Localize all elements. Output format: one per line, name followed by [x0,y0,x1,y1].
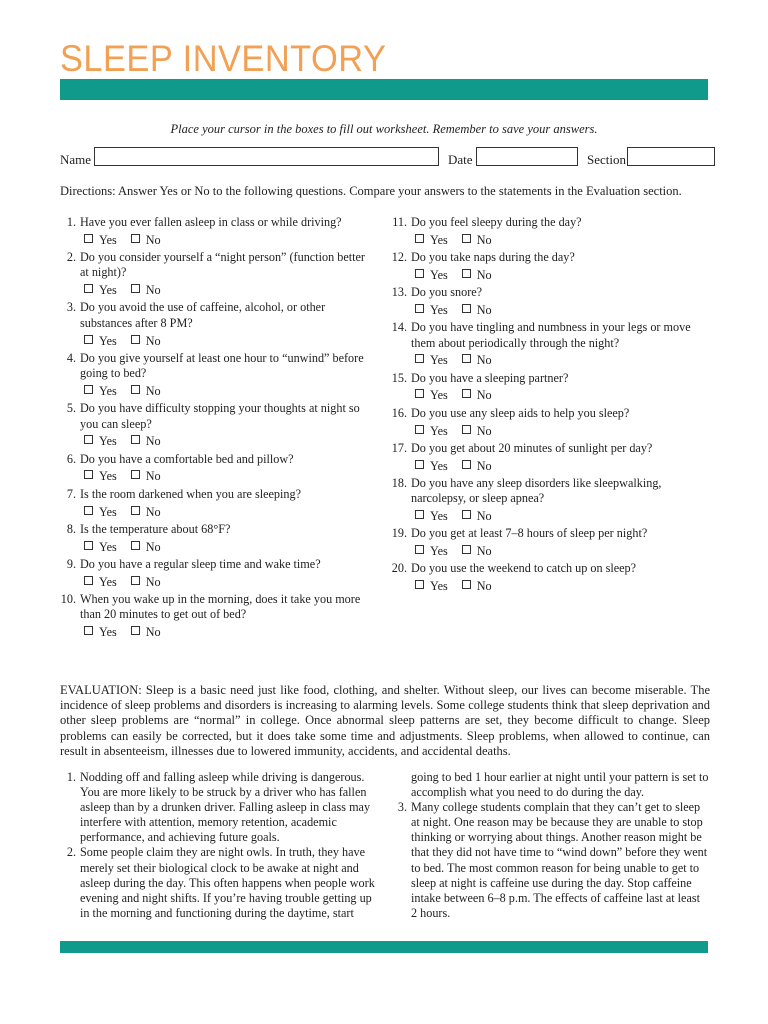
checkbox-icon[interactable] [462,545,471,554]
answer-yes-label: Yes [99,283,117,298]
evaluation-item-number: 2. [66,845,76,860]
answer-yes-label: Yes [99,574,117,589]
answer-no-option[interactable] [131,469,161,484]
evaluation-item-text: Many college students complain that they can’t get to sleep at night. One reason may be because they are unable to stop thinking or worrying about things. Another reason might be that they did not have time to “wind down” before they went to bed. The most common reason for being unable to get to sleep at night is caffeine use during the day. Stop caffeine intake between 6–8 p.m. The effects of caffeine last at least 2 hours. [411,800,708,920]
answer-options [84,505,370,520]
answer-options [84,384,370,399]
question-number: 8. [66,521,76,536]
question-text: Do you get about 20 minutes of sunlight per day? [411,440,653,455]
answer-no-label: No [476,509,492,524]
question-number: 14. [391,320,407,335]
question-item [391,406,709,439]
question-number: 12. [391,250,407,265]
answer-no-label: No [476,267,492,282]
answer-options [84,540,370,555]
answer-no-label: No [145,283,161,298]
date-input[interactable] [476,147,578,166]
answer-options [84,575,370,590]
answer-yes-option[interactable] [84,334,117,349]
top-accent-bar [60,79,708,100]
checkbox-icon[interactable] [131,385,140,394]
answer-no-label: No [476,579,492,594]
answer-no-option[interactable] [131,384,161,399]
question-text: Do you have a sleeping partner? [411,370,569,385]
answer-no-option[interactable] [462,233,492,248]
answer-no-option[interactable] [462,579,492,594]
question-number: 11. [392,215,407,229]
checkbox-icon[interactable] [131,470,140,479]
answer-yes-option[interactable] [415,459,448,474]
answer-no-option[interactable] [131,233,161,248]
question-item [391,561,709,594]
question-number: 3. [66,300,76,315]
answer-no-option[interactable] [462,303,492,318]
checkbox-icon[interactable] [84,385,93,394]
questions-right-column [391,215,709,597]
answer-yes-label: Yes [430,458,448,473]
checkbox-icon[interactable] [131,284,140,293]
question-item [60,452,370,485]
answer-no-label: No [476,302,492,317]
checkbox-icon[interactable] [462,354,471,363]
question-text: When you wake up in the morning, does it take you more than 20 minutes to get out of bed? [80,592,361,622]
answer-options [84,334,370,349]
question-item [60,300,370,348]
name-label: Name [60,152,92,167]
checkbox-icon[interactable] [462,580,471,589]
answer-no-option[interactable] [131,283,161,298]
page-title: SLEEP INVENTORY [60,38,387,79]
answer-options [415,424,709,439]
answer-options [415,544,709,559]
question-item [60,557,370,590]
question-text: Do you use the weekend to catch up on sleep? [411,561,637,576]
question-item [391,320,709,368]
answer-no-label: No [476,544,492,559]
answer-options [415,388,709,403]
answer-no-option[interactable] [131,505,161,520]
question-text: Do you have any sleep disorders like sleepwalking, narcolepsy, or sleep apnea? [411,475,662,506]
question-number: 6. [66,451,76,466]
answer-yes-label: Yes [430,423,448,438]
question-text: Have you ever fallen asleep in class or while driving? [80,215,342,229]
answer-no-option[interactable] [131,625,161,640]
question-item [60,250,370,298]
question-item [391,285,709,318]
evaluation-item-number: 3. [397,800,407,815]
answer-yes-label: Yes [430,509,448,524]
bottom-accent-bar [60,941,708,953]
answer-no-label: No [476,388,492,403]
checkbox-icon[interactable] [415,425,424,434]
answer-options [84,283,370,298]
question-item [391,215,709,248]
answer-yes-label: Yes [99,539,117,554]
answer-yes-option[interactable] [415,268,448,283]
question-item [60,487,370,520]
answer-options [415,268,709,283]
checkbox-icon[interactable] [415,354,424,363]
checkbox-icon[interactable] [462,304,471,313]
answer-yes-option[interactable] [84,283,117,298]
answer-no-label: No [145,574,161,589]
answer-no-label: No [145,383,161,398]
answer-yes-option[interactable] [415,233,448,248]
question-number: 5. [66,401,76,416]
question-text: Is the room darkened when you are sleeping? [80,486,301,501]
answer-no-label: No [476,423,492,438]
questions-left-column [60,215,370,642]
question-number: 13. [391,285,407,300]
question-text: Do you have tingling and numbness in your legs or move them about periodically through the night? [411,320,691,350]
answer-no-label: No [145,539,161,554]
question-number: 17. [391,440,407,455]
answer-no-label: No [145,469,161,484]
question-number: 19. [391,526,407,541]
answer-options [415,509,709,524]
answer-options [415,353,709,368]
answer-yes-option[interactable] [84,469,117,484]
question-item [60,215,370,248]
answer-no-label: No [145,232,161,247]
name-input[interactable] [94,147,439,166]
checkbox-icon[interactable] [84,541,93,550]
question-number: 9. [66,556,76,571]
question-text: Do you consider yourself a “night person” (function better at night)? [80,250,365,280]
answer-no-option[interactable] [462,388,492,403]
answer-yes-label: Yes [99,469,117,484]
answer-yes-label: Yes [99,383,117,398]
answer-no-option[interactable] [462,424,492,439]
question-text: Do you get at least 7–8 hours of sleep per night? [411,526,648,541]
question-number: 7. [66,486,76,501]
evaluation-text: EVALUATION: Sleep is a basic need just like food, clothing, and shelter. Without sleep, our lives can become miserable. The incidence of sleep problems and disorders is increasing to alarming levels. Some college students think that sleep deprivation and other sleep problems are “normal” in college. Once abnormal sleep patterns are set, they become difficult to change. Sleep problems can easily be corrected, but it does take some time and adjustments. Sleep problems, when allowed to continue, can result in absenteeism, illnesses due to lowered immunity, accidents, and accidental deaths. [60,683,710,758]
question-item [391,526,709,559]
answer-yes-label: Yes [430,544,448,559]
question-number: 4. [66,350,76,365]
checkbox-icon[interactable] [131,541,140,550]
answer-no-option[interactable] [462,268,492,283]
checkbox-icon[interactable] [415,304,424,313]
answer-yes-option[interactable] [415,509,448,524]
answer-yes-label: Yes [430,232,448,247]
checkbox-icon[interactable] [131,626,140,635]
question-number: 16. [391,405,407,420]
answer-yes-option[interactable] [84,540,117,555]
answer-options [84,469,370,484]
question-number: 10. [60,592,76,607]
section-label: Section [587,152,626,167]
checkbox-icon[interactable] [462,234,471,243]
answer-options [84,233,370,248]
evaluation-left-column [60,770,378,921]
answer-options [84,625,370,640]
answer-no-option[interactable] [462,459,492,474]
question-text: Do you give yourself at least one hour to “unwind” before going to bed? [80,350,364,381]
answer-yes-option[interactable] [84,384,117,399]
answer-yes-label: Yes [99,333,117,348]
evaluation-item-text: going to bed 1 hour earlier at night until your pattern is set to accomplish what you need to do during the day. [411,770,709,800]
answer-options [415,579,709,594]
question-text: Do you have difficulty stopping your thoughts at night so you can sleep? [80,401,360,431]
question-item [60,522,370,555]
answer-yes-option[interactable] [84,233,117,248]
question-item [391,441,709,474]
checkbox-icon[interactable] [462,269,471,278]
checkbox-icon[interactable] [84,335,93,344]
question-item [391,250,709,283]
evaluation-item-number: 1. [66,770,76,784]
answer-yes-option[interactable] [84,625,117,640]
date-label: Date [448,152,473,167]
checkbox-icon[interactable] [415,545,424,554]
checkbox-icon[interactable] [84,470,93,479]
answer-no-option[interactable] [462,544,492,559]
answer-yes-label: Yes [99,504,117,519]
answer-yes-label: Yes [99,625,117,640]
question-number: 2. [66,250,76,265]
checkbox-icon[interactable] [462,460,471,469]
directions-text: Directions: Answer Yes or No to the following questions. Compare your answers to the statements in the Evaluation section. [60,184,682,198]
checkbox-icon[interactable] [415,460,424,469]
answer-yes-label: Yes [99,232,117,247]
question-text: Is the temperature about 68°F? [80,521,231,536]
answer-yes-label: Yes [430,579,448,594]
question-number: 18. [391,475,407,490]
answer-yes-option[interactable] [84,575,117,590]
question-item [60,351,370,399]
answer-yes-option[interactable] [415,424,448,439]
answer-no-label: No [145,504,161,519]
answer-options [415,303,709,318]
answer-yes-label: Yes [430,353,448,368]
answer-no-label: No [145,333,161,348]
checkbox-icon[interactable] [131,576,140,585]
checkbox-icon[interactable] [84,576,93,585]
checkbox-icon[interactable] [131,506,140,515]
answer-options [415,459,709,474]
answer-no-label: No [476,458,492,473]
checkbox-icon[interactable] [415,510,424,519]
question-text: Do you use any sleep aids to help you sleep? [411,405,630,420]
checkbox-icon[interactable] [415,269,424,278]
checkbox-icon[interactable] [131,234,140,243]
question-item [391,371,709,404]
answer-yes-option[interactable] [415,544,448,559]
evaluation-item [391,770,709,800]
question-text: Do you snore? [411,285,483,300]
checkbox-icon[interactable] [131,435,140,444]
checkbox-icon[interactable] [131,335,140,344]
answer-no-option[interactable] [131,334,161,349]
question-item [60,592,370,640]
checkbox-icon[interactable] [84,506,93,515]
answer-yes-option[interactable] [415,303,448,318]
evaluation-item [60,770,378,845]
checkbox-icon[interactable] [415,234,424,243]
question-item [391,476,709,524]
answer-no-option[interactable] [462,353,492,368]
question-text: Do you take naps during the day? [411,250,575,265]
question-number: 1. [66,215,76,229]
question-item [60,401,370,449]
answer-no-option[interactable] [131,434,161,449]
evaluation-right-column [391,770,709,921]
evaluation-item-text: Nodding off and falling asleep while driving is dangerous. You are more likely to be struck by a driver who has fallen asleep than by a drunken driver. Falling asleep in class may interfere with attention, memory retention, academic performance, and achieving future goals. [80,770,371,845]
answer-no-label: No [145,625,161,640]
question-text: Do you have a regular sleep time and wake time? [80,556,321,571]
answer-no-label: No [145,434,161,449]
question-text: Do you have a comfortable bed and pillow? [80,451,294,466]
answer-yes-label: Yes [430,388,448,403]
checkbox-icon[interactable] [462,425,471,434]
answer-yes-label: Yes [430,267,448,282]
answer-yes-label: Yes [99,434,117,449]
answer-no-option[interactable] [131,575,161,590]
answer-no-label: No [476,232,492,247]
answer-yes-option[interactable] [415,579,448,594]
answer-no-label: No [476,353,492,368]
question-number: 20. [391,561,407,576]
evaluation-item [60,845,378,920]
instructions-text: Place your cursor in the boxes to fill out worksheet. Remember to save your answers. [170,122,598,136]
evaluation-item-text: Some people claim they are night owls. In truth, they have merely set their biological clock to be awake at night and asleep during the day. This often happens when people work evening and night shifts. If you’re having trouble getting up in the morning and functioning during the daytime, start [80,845,375,920]
question-text: Do you avoid the use of caffeine, alcohol, or other substances after 8 PM? [80,300,326,330]
answer-yes-option[interactable] [84,434,117,449]
checkbox-icon[interactable] [462,510,471,519]
answer-yes-option[interactable] [415,353,448,368]
checkbox-icon[interactable] [84,626,93,635]
checkbox-icon[interactable] [84,234,93,243]
answer-options [84,434,370,449]
checkbox-icon[interactable] [84,284,93,293]
answer-yes-option[interactable] [415,388,448,403]
checkbox-icon[interactable] [462,389,471,398]
answer-no-option[interactable] [462,509,492,524]
question-text: Do you feel sleepy during the day? [411,215,582,229]
answer-yes-option[interactable] [84,505,117,520]
answer-yes-label: Yes [430,302,448,317]
answer-no-option[interactable] [131,540,161,555]
evaluation-item [391,800,709,921]
checkbox-icon[interactable] [415,580,424,589]
section-input[interactable] [627,147,715,166]
answer-options [415,233,709,248]
checkbox-icon[interactable] [84,435,93,444]
question-number: 15. [391,370,407,385]
checkbox-icon[interactable] [415,389,424,398]
